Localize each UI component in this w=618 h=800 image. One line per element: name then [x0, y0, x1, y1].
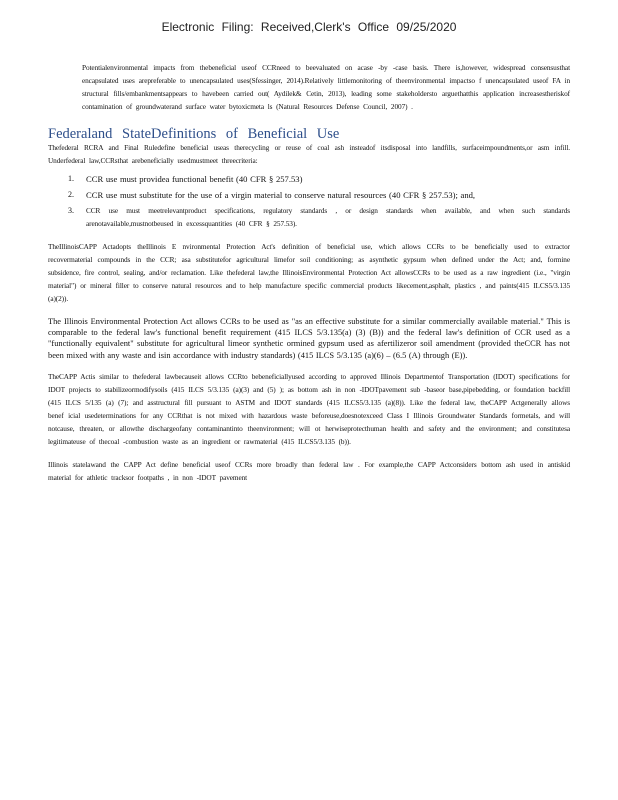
list-number: 1. [68, 174, 74, 184]
section-heading: Federaland StateDefinitions of Beneficial Use [48, 125, 340, 142]
list-text: CCR use must providea functional benefit (40 CFR § 257.53) [86, 174, 303, 185]
capp-paragraph-1: TheIllinoisCAPP Actadopts theIllinois E nvironmental Protection Act's definition of beneficial use, which allows CCRs to be beneficially used to extractor recovermaterial compounds in the CCR; asa substitutefor agricultural limefor soil conditioning; as asynthetic gypsum when defined under the Act; and, formine subsidence, fire control, sealing, and/or reclamation. Like thefederal law,the IllinoisEnvironmental Protection Act allowsCCRs to be used as a raw ingredient (i.e., "virgin material") or mineral filler to conserve natural resources and to help manufacture specific commercial products likecement,asphalt, plastics , and paints(415 ILCS5/3.135 (a)(2)). [48, 242, 570, 303]
list-item [68, 205, 570, 231]
list-text: CCR use must substitute for the use of a virgin material to conserve natural resources (40 CFR § 257.53); and, [86, 190, 476, 201]
intro-paragraph: Thefederal RCRA and Final Ruledefine beneficial useas therecycling or reuse of coal ash insteadof itsdisposal into landfills, surfaceimpoundments,or asm infill. Underfederal law,CCRsthat arebeneficially usedmustmeet threecriteria: [48, 142, 570, 165]
capp-paragraph-3: TheCAPP Actis similar to thefederal lawbecauseit allows CCRto bebeneficiallyused according to approved Illinois Departmentof Transportation (IDOT) specifications for IDOT projects to stabilizeormodifysoils (415 ILCS 5/3.135 (a)(3) and (5) ); as bottom ash in non -IDOTpavement sub -baseor base,pipebedding, or foundation backfill (415 ILCS 5/135 (a) (7); and asstructural fill pursuant to ASTM and IDOT standards (415 ILCS5/3.135 (a)(8)). Like the federal law, theCAPP Actgenerally allows benef icial usedeterminations for any CCRthat is not mixed with hazardous waste beforeuse,doesnotexceed Class I Illinois Groundwater Standards formetals, and will notcause, threaten, or allowthe dischargeofany contaminantinto theenvironment; will ot herwiseprotecthuman health and safety and the environment; and constitutesa legitimateuse of thecoal -combustion waste as an ingredient or rawmaterial (415 ILCS5/3.135 (b)). [48, 372, 570, 446]
filing-header: Electronic Filing: Received,Clerk's Office 09/25/2020 [161, 20, 457, 34]
criteria-list [48, 173, 570, 231]
bullet-box-icon [66, 62, 82, 114]
capp-paragraph-4: Illinois statelawand the CAPP Act define beneficial useof CCRs more broadly than federal law . For example,the CAPP Actconsiders bottom ash used in antiskid material for athletic tracksor footpaths , in non -IDOT pavement [48, 459, 570, 482]
list-text: CCR use must meetrelevantproduct specifications, regulatory standards , or design standards when available, and when such standards arenotavailable,mustnotbeused in excessquantities (40 CFR § 257.53). [86, 206, 570, 229]
bullet-item [66, 62, 570, 114]
list-number: 3. [68, 206, 74, 216]
list-number: 2. [68, 190, 74, 200]
bullet-text: Potentialenvironmental impacts from thebeneficial useof CCRneed to beevaluated on acase -by -case basis. There is,however, widespread consensusthat encapsulated uses arepreferable to unencapsulated uses(Sfessinger, 2014).Relatively littlemonitoring of theenvironmental impactso f unencapsulated useof FA in structural fills/embankmentsappears to havebeen carried out( Aydilek& Cetin, 2013), leading some stakeholdersto arguethatthis application increasestheriskof contamination of groundwaterand surface water bytoxicmeta ls (Natural Resources Defense Council, 2007) . [82, 63, 570, 111]
capp-paragraph-2: The Illinois Environmental Protection Act allows CCRs to be used as "as an effective substitute for a similar commercially available material." This is comparable to the federal law's functional benefit requirement (415 ILCS 5/3.135(a) (3) (B)) and the federal law's definition of CCR used as a "functionally equivalent" substitute for agricultural limeor synthetic ormined gypsum used as afertilizeror soil amendment (provided theCCR has not been mixed with any waste and isin accordance with industry standards) (415 ILCS 5/3.135 (a)(6) – (6.5 (A) through (E)). [48, 316, 570, 360]
list-item [68, 189, 570, 202]
document-body [48, 62, 570, 494]
list-item [68, 173, 570, 186]
